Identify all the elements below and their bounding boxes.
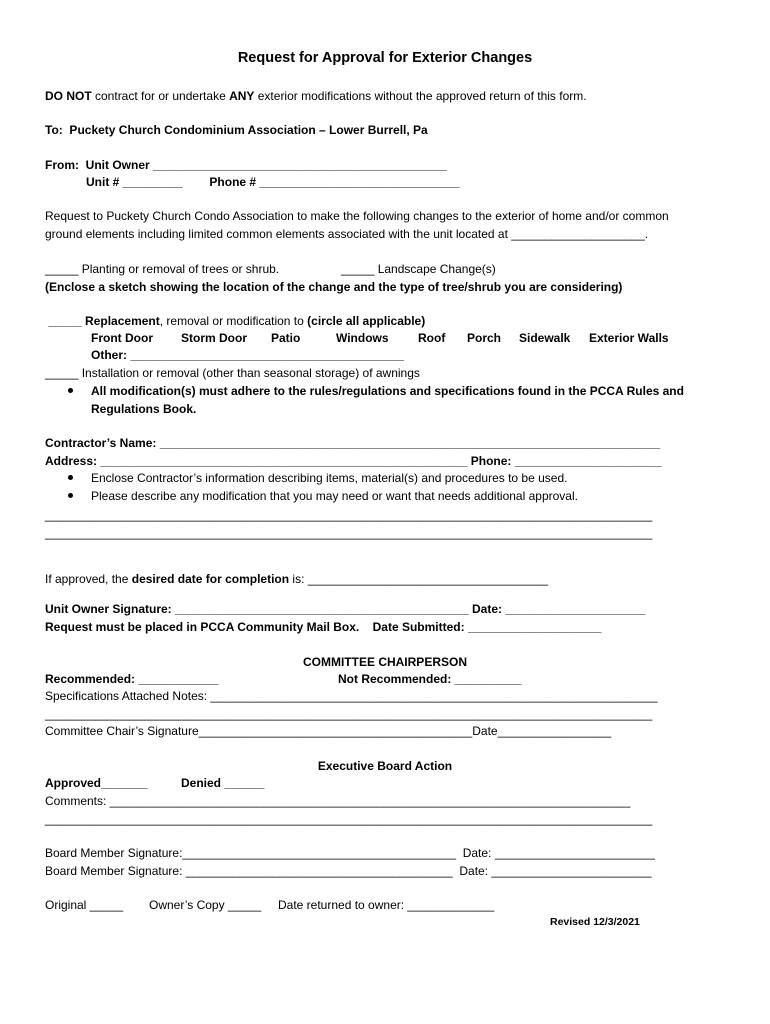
approved-field[interactable]: Approved_______	[45, 776, 148, 790]
option-patio[interactable]: Patio	[271, 331, 301, 345]
board-signature-1[interactable]: Board Member Signature:_________________________________________ Date: ________________________	[45, 846, 655, 860]
denied-field[interactable]: Denied ______	[181, 776, 265, 790]
landscape-option[interactable]: _____ Landscape Change(s)	[341, 262, 496, 276]
unit-phone-line[interactable]: Unit # _________ Phone # ______________________________	[86, 175, 460, 189]
option-sidewalk[interactable]: Sidewalk	[519, 331, 571, 345]
chair-signature-line[interactable]: Committee Chair’s Signature_________________________________________Date_________________	[45, 724, 612, 738]
sketch-note: (Enclose a sketch showing the location of the change and the type of tree/shrub you are considering)	[45, 280, 623, 294]
mailbox-line[interactable]: Request must be placed in PCCA Community Mail Box. Date Submitted: ____________________	[45, 620, 602, 634]
option-roof[interactable]: Roof	[418, 331, 446, 345]
rules-bullet-1: All modification(s) must adhere to the rules/regulations and specifications found in the PCCA Rules and	[91, 384, 684, 398]
original-field[interactable]: Original _____	[45, 898, 124, 912]
awnings-option[interactable]: _____ Installation or removal (other than seasonal storage) of awnings	[45, 366, 420, 380]
other-line[interactable]: Other: _________________________________________	[91, 348, 404, 362]
page-title: Request for Approval for Exterior Changes	[237, 50, 533, 66]
option-exterior-walls[interactable]: Exterior Walls	[589, 331, 669, 345]
option-porch[interactable]: Porch	[467, 331, 502, 345]
contractor-bullet-2: Please describe any modification that you may need or want that needs additional approval.	[91, 489, 578, 503]
planting-option[interactable]: _____ Planting or removal of trees or shrub.	[45, 262, 280, 276]
option-windows[interactable]: Windows	[336, 331, 389, 345]
spec-notes-line-2[interactable]: ___________________________________________________________________________________________	[45, 707, 653, 721]
committee-heading: COMMITTEE CHAIRPERSON	[302, 655, 467, 669]
owners-copy-field[interactable]: Owner’s Copy _____	[149, 898, 262, 912]
option-front-door[interactable]: Front Door	[91, 331, 153, 345]
replacement-line[interactable]: _____ Replacement, removal or modification to (circle all applicable)	[45, 314, 426, 328]
rules-bullet-2: Regulations Book.	[91, 402, 197, 416]
revised-date: Revised 12/3/2021	[550, 916, 640, 928]
description-line-1[interactable]: ___________________________________________________________________________________________	[45, 508, 653, 522]
from-line[interactable]: From: Unit Owner ____________________________________________	[45, 158, 447, 172]
contractor-bullet-1: Enclose Contractor’s information describing items, material(s) and procedures to be used.	[91, 471, 568, 485]
bullet-icon	[68, 475, 73, 480]
board-signature-2[interactable]: Board Member Signature: ________________________________________ Date: ________________________	[45, 864, 652, 878]
bullet-icon	[68, 388, 73, 393]
date-returned-field[interactable]: Date returned to owner: _____________	[278, 898, 495, 912]
spec-notes-line[interactable]: Specifications Attached Notes: ___________________________________________________________________	[45, 689, 658, 703]
description-line-2[interactable]: ___________________________________________________________________________________________	[45, 526, 653, 540]
not-recommended-field[interactable]: Not Recommended: __________	[338, 672, 522, 686]
recommended-field[interactable]: Recommended: ____________	[45, 672, 219, 686]
to-line: To: Puckety Church Condominium Association – Lower Burrell, Pa	[45, 123, 428, 137]
address-phone-line[interactable]: Address: _______________________________________________________ Phone: ______________________	[45, 454, 662, 468]
request-text-1: Request to Puckety Church Condo Association to make the following changes to the exterior of home and/or common	[45, 209, 669, 223]
owner-signature-line[interactable]: Unit Owner Signature: ____________________________________________ Date: _____________________	[45, 602, 646, 616]
comments-line[interactable]: Comments: ______________________________________________________________________________	[45, 794, 631, 808]
comments-line-2[interactable]: ___________________________________________________________________________________________	[45, 812, 653, 826]
warning-line: DO NOT contract for or undertake ANY exterior modifications without the approved return of this form.	[45, 89, 587, 103]
request-text-2[interactable]: ground elements including limited common elements associated with the unit located at ____________________.	[45, 227, 649, 241]
completion-date-line[interactable]: If approved, the desired date for completion is: ____________________________________	[45, 572, 549, 586]
executive-heading: Executive Board Action	[317, 759, 453, 773]
contractor-name-line[interactable]: Contractor’s Name: ___________________________________________________________________________	[45, 436, 661, 450]
bullet-icon	[68, 493, 73, 498]
option-storm-door[interactable]: Storm Door	[181, 331, 247, 345]
